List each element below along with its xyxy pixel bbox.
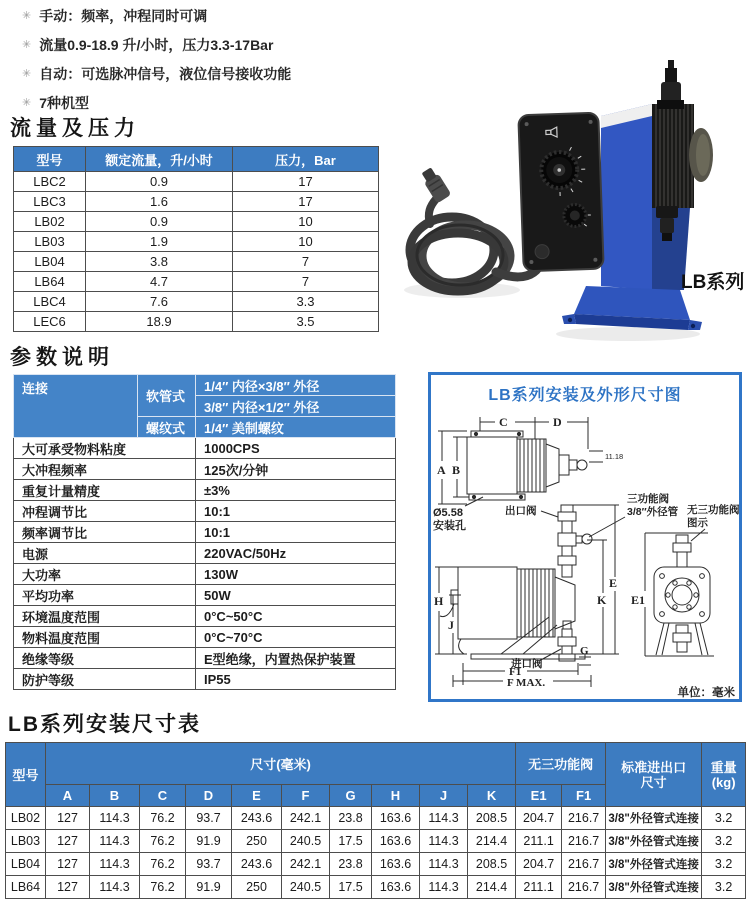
table-row <box>14 312 379 332</box>
column-subheader: F <box>282 785 330 807</box>
table-cell: 1.6 <box>86 192 233 212</box>
dim-cell: 23.8 <box>330 807 372 830</box>
dim-cell: 240.5 <box>282 876 330 899</box>
weight-cell: 3.2 <box>702 853 746 876</box>
table-row <box>14 459 396 480</box>
feature-list <box>22 6 291 122</box>
dim-cell: 76.2 <box>140 830 186 853</box>
param-label: 冲程调节比 <box>14 501 196 522</box>
table-cell: LBC3 <box>14 192 86 212</box>
column-subheader: C <box>140 785 186 807</box>
cable-connector <box>419 166 451 204</box>
table-cell: 3.5 <box>233 312 379 332</box>
table-cell: LB03 <box>14 232 86 252</box>
param-label: 电源 <box>14 543 196 564</box>
table-cell: 10 <box>233 232 379 252</box>
series-label: LB系列 <box>681 272 745 293</box>
param-value: E型绝缘，内置热保护装置 <box>196 648 396 669</box>
dim-cell: 163.6 <box>372 876 420 899</box>
dim-cell: 214.4 <box>468 830 516 853</box>
dim-cell: 163.6 <box>372 807 420 830</box>
table-row <box>14 212 379 232</box>
column-header-model: 型号 <box>6 743 46 807</box>
table-cell: LBC4 <box>14 292 86 312</box>
dim-cell: 76.2 <box>140 876 186 899</box>
port-cell: 3/8"外径管式连接 <box>606 807 702 830</box>
feature-text: 流量0.9-18.9 升/小时，压力3.3-17Bar <box>39 37 274 53</box>
svg-text:进口阀: 进口阀 <box>511 658 543 670</box>
connection-type-hose: 软管式 <box>138 375 196 417</box>
diagram-title: LB系列安装及外形尺寸图 <box>488 387 682 404</box>
table-cell: 7 <box>233 252 379 272</box>
column-subheader: H <box>372 785 420 807</box>
port-header-line: 尺寸 <box>640 774 667 790</box>
installation-dims-table <box>5 742 746 899</box>
dim-cell: 163.6 <box>372 853 420 876</box>
column-header-flow: 额定流量，升/小时 <box>86 147 233 172</box>
port-cell: 3/8"外径管式连接 <box>606 876 702 899</box>
front-view <box>645 529 714 656</box>
feature-item <box>22 64 291 93</box>
column-header-model: 型号 <box>14 147 86 172</box>
dim-cell: 214.4 <box>468 876 516 899</box>
table-row <box>6 830 746 853</box>
column-subheader: D <box>186 785 232 807</box>
table-cell: 17 <box>233 172 379 192</box>
dim-cell: 127 <box>46 876 90 899</box>
connection-value: 3/8″ 内径×1/2″ 外径 <box>196 396 396 417</box>
dim-cell: 204.7 <box>516 853 562 876</box>
connection-type-thread: 螺纹式 <box>138 417 196 438</box>
column-subheader: J <box>420 785 468 807</box>
column-header-weight <box>702 743 746 807</box>
dim-cell: 216.7 <box>562 807 606 830</box>
svg-text:11.18: 11.18 <box>605 452 624 461</box>
column-header-port <box>606 743 702 807</box>
bullet-icon: ✳ <box>22 10 32 22</box>
table-row <box>14 564 396 585</box>
dim-cell: 23.8 <box>330 853 372 876</box>
table-row <box>6 876 746 899</box>
svg-text:F MAX.: F MAX. <box>507 677 546 689</box>
table-cell: LB02 <box>14 212 86 232</box>
dim-cell: 17.5 <box>330 830 372 853</box>
table-row <box>14 272 379 292</box>
dim-cell: 114.3 <box>90 853 140 876</box>
svg-text:K: K <box>597 593 607 607</box>
table-row <box>14 669 396 690</box>
svg-text:A: A <box>437 463 446 477</box>
table-cell: 3.8 <box>86 252 233 272</box>
table-row <box>14 375 396 396</box>
dim-cell: 216.7 <box>562 876 606 899</box>
dim-cell: 127 <box>46 807 90 830</box>
table-row <box>14 627 396 648</box>
weight-cell: 3.2 <box>702 876 746 899</box>
dim-cell: 216.7 <box>562 853 606 876</box>
feature-text: 手动：频率，冲程同时可调 <box>39 8 208 24</box>
column-subheader: K <box>468 785 516 807</box>
table-cell: 17 <box>233 192 379 212</box>
table-row <box>14 501 396 522</box>
param-value: 10:1 <box>196 501 396 522</box>
dimension-drawing <box>431 405 739 701</box>
table-cell: LBC2 <box>14 172 86 192</box>
dim-cell: 208.5 <box>468 807 516 830</box>
svg-text:无三功能阀: 无三功能阀 <box>687 504 739 516</box>
dim-cell: 91.9 <box>186 876 232 899</box>
table-cell: LB64 <box>14 272 86 292</box>
table-cell: 18.9 <box>86 312 233 332</box>
param-value: 50W <box>196 585 396 606</box>
dim-cell: 243.6 <box>232 853 282 876</box>
flow-pressure-table <box>13 146 379 332</box>
svg-text:E1: E1 <box>631 593 646 607</box>
weight-cell: 3.2 <box>702 807 746 830</box>
column-subheader: G <box>330 785 372 807</box>
param-label: 大功率 <box>14 564 196 585</box>
table-row <box>14 252 379 272</box>
pump-head-face <box>696 134 710 176</box>
table-cell: 7.6 <box>86 292 233 312</box>
dim-cell: 240.5 <box>282 830 330 853</box>
dim-cell: 163.6 <box>372 830 420 853</box>
svg-text:图示: 图示 <box>687 517 708 529</box>
table-row <box>14 480 396 501</box>
dim-cell: 250 <box>232 876 282 899</box>
svg-text:三功能阀: 三功能阀 <box>627 493 669 505</box>
param-label: 大可承受物料粘度 <box>14 438 196 459</box>
dim-cell: 93.7 <box>186 807 232 830</box>
svg-text:J: J <box>448 618 454 632</box>
dim-cell: 243.6 <box>232 807 282 830</box>
table-cell: LB04 <box>14 252 86 272</box>
table-row <box>14 192 379 212</box>
param-label: 重复计量精度 <box>14 480 196 501</box>
svg-text:B: B <box>452 463 461 477</box>
connection-value: 1/4″ 美制螺纹 <box>196 417 396 438</box>
bullet-icon: ✳ <box>22 97 32 109</box>
param-value: 0°C~50°C <box>196 606 396 627</box>
param-label: 平均功率 <box>14 585 196 606</box>
column-group-no-valve: 无三功能阀 <box>516 743 606 785</box>
table-cell: 7 <box>233 272 379 292</box>
dim-cell: 114.3 <box>90 807 140 830</box>
dim-cell: 91.9 <box>186 830 232 853</box>
port-cell: 3/8"外径管式连接 <box>606 853 702 876</box>
param-label: 频率调节比 <box>14 522 196 543</box>
table-cell: 10 <box>233 212 379 232</box>
model-cell: LB03 <box>6 830 46 853</box>
table-row <box>14 172 379 192</box>
table-row <box>14 522 396 543</box>
product-photo <box>390 58 750 345</box>
feature-text: 7种机型 <box>39 95 90 111</box>
unit-note: 单位：毫米 <box>677 687 735 699</box>
dim-cell: 93.7 <box>186 853 232 876</box>
column-subheader: E <box>232 785 282 807</box>
dim-cell: 114.3 <box>420 830 468 853</box>
dim-cell: 114.3 <box>420 853 468 876</box>
param-value: IP55 <box>196 669 396 690</box>
parameters-table <box>13 374 396 690</box>
weight-cell: 3.2 <box>702 830 746 853</box>
param-label: 物料温度范围 <box>14 627 196 648</box>
cable-gland <box>535 244 549 258</box>
table-header-row <box>14 147 379 172</box>
param-value: 220VAC/50Hz <box>196 543 396 564</box>
dim-cell: 76.2 <box>140 807 186 830</box>
column-header-pressure: 压力，Bar <box>233 147 379 172</box>
table-row <box>14 585 396 606</box>
param-value: ±3% <box>196 480 396 501</box>
connection-label: 连接 <box>14 375 138 438</box>
param-value: 130W <box>196 564 396 585</box>
param-label: 大冲程频率 <box>14 459 196 480</box>
param-value: 10:1 <box>196 522 396 543</box>
svg-text:G: G <box>580 645 589 657</box>
dim-cell: 114.3 <box>90 876 140 899</box>
dim-cell: 17.5 <box>330 876 372 899</box>
table-cell: 1.9 <box>86 232 233 252</box>
svg-text:D: D <box>553 415 562 429</box>
svg-text:F1: F1 <box>509 666 522 678</box>
table-row <box>6 853 746 876</box>
model-cell: LB64 <box>6 876 46 899</box>
table-cell: 0.9 <box>86 172 233 192</box>
dim-cell: 250 <box>232 830 282 853</box>
svg-text:Ø5.58: Ø5.58 <box>433 507 463 519</box>
dim-cell: 127 <box>46 830 90 853</box>
side-view-top <box>438 417 603 506</box>
connection-value: 1/4″ 内径×3/8″ 外径 <box>196 375 396 396</box>
control-panel <box>518 113 603 272</box>
params-section-title: 参数说明 <box>10 346 114 369</box>
table-header-row <box>6 743 746 785</box>
dim-cell: 114.3 <box>420 876 468 899</box>
flow-section-title: 流量及压力 <box>10 117 140 140</box>
motor-ribs <box>652 104 694 208</box>
table-cell: 3.3 <box>233 292 379 312</box>
table-row <box>14 292 379 312</box>
param-label: 绝缘等级 <box>14 648 196 669</box>
dim-cell: 211.1 <box>516 830 562 853</box>
port-cell: 3/8"外径管式连接 <box>606 830 702 853</box>
svg-text:E: E <box>609 576 618 590</box>
table-cell: 4.7 <box>86 272 233 292</box>
param-label: 环境温度范围 <box>14 606 196 627</box>
svg-text:安装孔: 安装孔 <box>433 520 466 532</box>
table-row <box>14 606 396 627</box>
dim-cell: 242.1 <box>282 853 330 876</box>
weight-header-line: 重量 <box>710 759 737 775</box>
model-cell: LB02 <box>6 807 46 830</box>
feature-text: 自动：可选脉冲信号，液位信号接收功能 <box>39 66 292 82</box>
dim-cell: 211.1 <box>516 876 562 899</box>
dim-cell: 127 <box>46 853 90 876</box>
model-cell: LB04 <box>6 853 46 876</box>
table-cell: LEC6 <box>14 312 86 332</box>
column-subheader: B <box>90 785 140 807</box>
svg-text:C: C <box>499 415 508 429</box>
bullet-icon: ✳ <box>22 68 32 80</box>
feature-item <box>22 35 291 64</box>
dim-cell: 216.7 <box>562 830 606 853</box>
column-group-dims: 尺寸(毫米) <box>46 743 516 785</box>
table-cell: 0.9 <box>86 212 233 232</box>
column-subheader: A <box>46 785 90 807</box>
feature-item <box>22 6 291 35</box>
dimension-diagram-panel <box>428 372 742 702</box>
dim-cell: 114.3 <box>90 830 140 853</box>
port-header-line: 标准进出口 <box>621 759 687 775</box>
dim-cell: 114.3 <box>420 807 468 830</box>
dim-cell: 76.2 <box>140 853 186 876</box>
svg-text:H: H <box>434 594 444 608</box>
dims-section-title: LB系列安装尺寸表 <box>8 713 201 736</box>
table-row <box>14 648 396 669</box>
dim-cell: 208.5 <box>468 853 516 876</box>
bullet-icon: ✳ <box>22 39 32 51</box>
param-value: 0°C~70°C <box>196 627 396 648</box>
column-subheader: F1 <box>562 785 606 807</box>
column-subheader: E1 <box>516 785 562 807</box>
param-value: 125次/分钟 <box>196 459 396 480</box>
table-row <box>14 543 396 564</box>
table-row <box>14 232 379 252</box>
svg-text:3/8″外径管: 3/8″外径管 <box>627 506 679 518</box>
table-row <box>6 807 746 830</box>
svg-text:出口阀: 出口阀 <box>505 505 537 517</box>
table-row <box>14 438 396 459</box>
dim-cell: 204.7 <box>516 807 562 830</box>
top-valve-fitting <box>657 60 684 109</box>
weight-header-line: (kg) <box>711 774 736 790</box>
param-label: 防护等级 <box>14 669 196 690</box>
param-value: 1000CPS <box>196 438 396 459</box>
dim-cell: 242.1 <box>282 807 330 830</box>
